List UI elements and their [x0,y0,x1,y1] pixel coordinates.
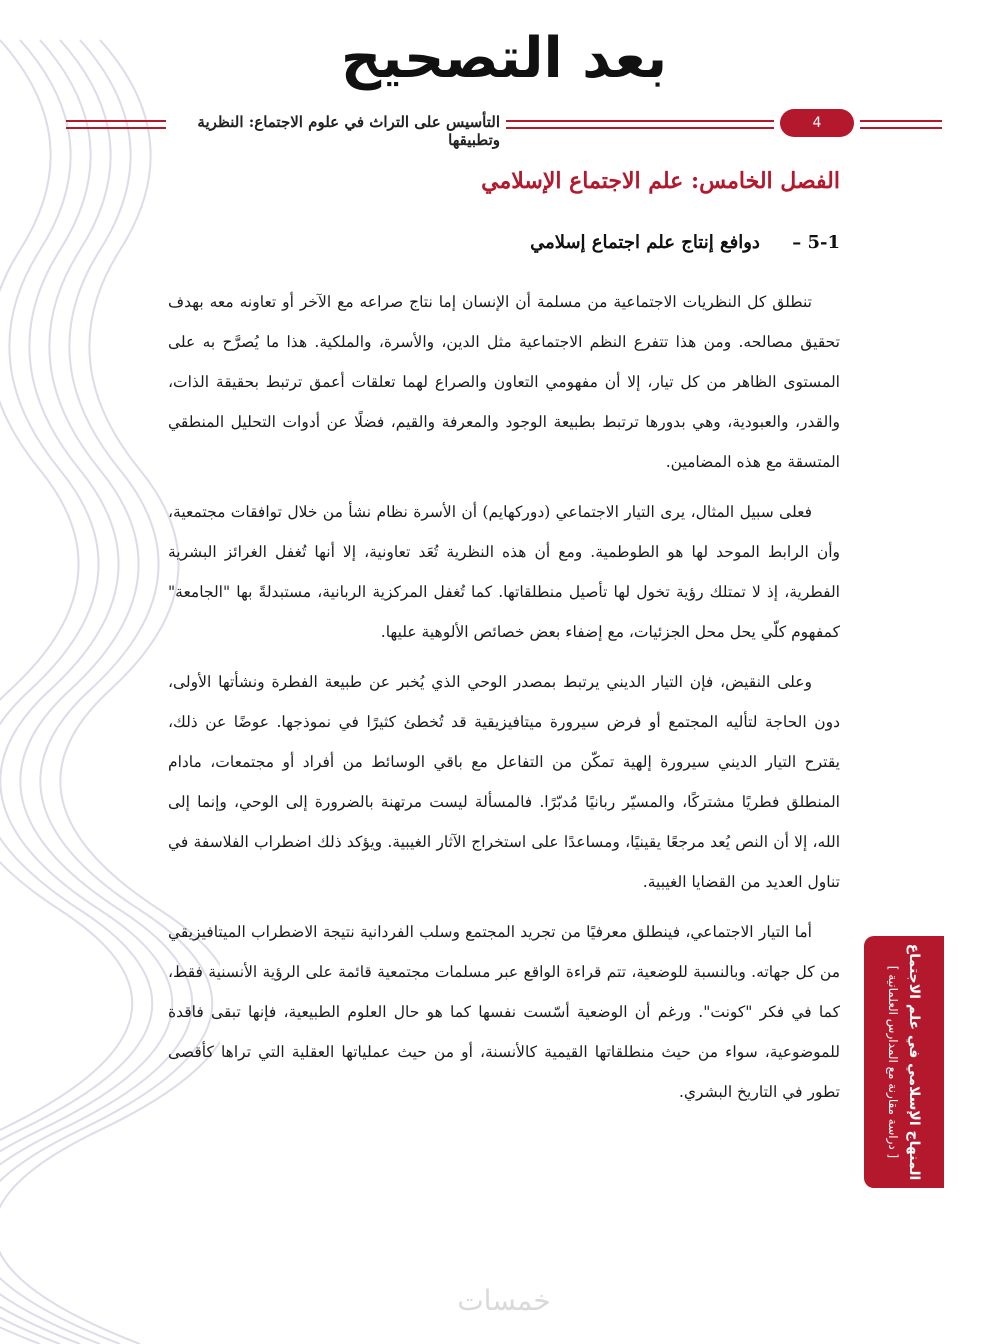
chapter-title: الفصل الخامس: علم الاجتماع الإسلامي [481,168,840,194]
header-rule-mid-2 [506,127,774,129]
body-text [168,282,840,1122]
paragraph: تنطلق كل النظريات الاجتماعية من مسلمة أن الإنسان إما نتاج صراعه مع الآخر أو تعاونه معه بهدف تحقيق مصالحه. ومن هذا تتفرع النظم الاجتماعية مثل الدين، والأسرة، والملكية. هذا ما يُصرَّح به على المستوى الظاهر من كل تيار، إلا أن مفهومي التعاون والصراع لهما تعلقات أعمق ترتبط بحقيقة الذات، والقدر، والعبودية، وهي بدورها ترتبط بطبيعة الوجود والمعرفة والقيم، فضلًا عن أدوات التحليل المنطقي المتسقة مع هذه المضامين. [168,293,840,471]
side-tab-subtitle: [ دراسة مقارنة مع المدارس العلمانية ] [886,965,900,1159]
section-title: دوافع إنتاج علم اجتماع إسلامي [530,232,760,253]
side-book-tab [864,936,944,1188]
paragraph: وعلى النقيض، فإن التيار الديني يرتبط بمصدر الوحي الذي يُخبر عن طبيعة الفطرة ونشأتها الأولى، دون الحاجة لتأليه المجتمع أو فرض سيرورة ميتافيزيقية قد تُخطئ كثيرًا في نموذجها. عوضًا عن ذلك، يقترح التيار الديني سيرورة إلهية تمكّن من التفاعل مع باقي الوسائط من أفراد أو مجتمعات، مادام المنطلق فطريًا مشتركًا، والمسيّر ربانيًا مُدبّرًا. فالمسألة ليست مرتهنة بالضرورة إلى الوحي، وإنما إلى الله، إلا أن النص يُعد مرجعًا يقينيًا، ومساعدًا على استخراج الآثار الغيبية. ويؤكد ذلك اضطراب الفلاسفة في تناول العديد من القضايا الغيبية. [168,673,840,891]
overlay-title: بعد التصحيح [340,26,668,91]
side-tab-text [883,942,925,1182]
running-title: التأسيس على التراث في علوم الاجتماع: النظرية وتطبيقها [197,113,500,149]
header-rule-left-2 [66,127,166,129]
section-heading [140,232,840,253]
header-rule-left [66,120,166,122]
watermark-logo: خمسات [457,1284,551,1317]
header-rule-right [860,120,942,122]
section-number: 5-1 – [792,232,840,253]
paragraph: أما التيار الاجتماعي، فينطلق معرفيًا من تجريد المجتمع وسلب الفردانية نتيجة الاضطراب الميتافيزيقي من كل جهاته. وبالنسبة للوضعية، تتم قراءة الواقع عبر مسلمات مجتمعية قائمة على الرؤية الأنسنية فقط، كما في فكر "كونت". ورغم أن الوضعية أسّست نفسها كما هو حال العلوم الطبيعية، فإنها تبقى فاقدة للموضوعية، سواء من حيث منطلقاتها القيمية كالأنسنة، أو من حيث عملياتها العقلية التي تراها كأقصى تطور في التاريخ البشري. [168,923,840,1101]
page-number-badge: 4 [780,109,854,137]
header-rule-mid [506,120,774,122]
header-rule-right-2 [860,127,942,129]
paragraph: فعلى سبيل المثال، يرى التيار الاجتماعي (دوركهايم) أن الأسرة نظام نشأ من خلال توافقات مجتمعية، وأن الرابط الموحد لها هو الطوطمية. ومع أن هذه النظرية تُعَد تعاونية، إلا أنها تُغفل الغرائز البشرية الفطرية، إذ لا تمتلك رؤية تخول لها تأصيل منطلقاتها. كما تُغفل المركزية الربانية، مستبدلةً بها "الجامعة" كمفهوم كلّي يحل محل الجزئيات، مع إضفاء بعض خصائص الألوهية عليها. [168,503,840,641]
side-tab-title: المنهاج الإسلامي في علم الاجتماع [906,943,922,1181]
